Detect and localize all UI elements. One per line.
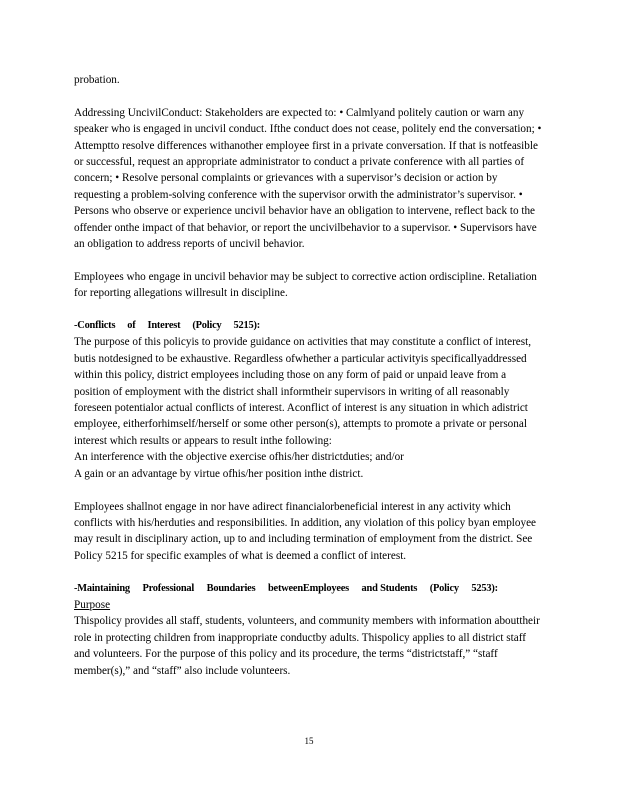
spacer <box>74 88 544 104</box>
heading-word: Boundaries <box>206 582 256 594</box>
spacer <box>74 302 544 318</box>
heading-word: Professional <box>142 582 195 594</box>
heading-word: of <box>127 320 136 332</box>
heading-word: -Maintaining <box>74 582 130 594</box>
page-body <box>74 72 544 679</box>
conflicts-heading <box>74 318 260 334</box>
heading-word: -Conflicts <box>74 320 116 332</box>
heading-word: (Policy <box>192 320 222 332</box>
conflicts-paragraph: The purpose of this policyis to provide guidance on activities that may constitute a conflict of interest, butis notdesigned to be exhaustive. Regardless ofwhether a particular activityis specificallyaddressed within this policy, district employees including those on any form of paid or unpaid leave from a position of employment with the district shall informtheir supervisors in writing of all reasonably foreseen potentialor actual conflicts of interest. Aconflict of interest is any situation in which adistrict employee, eitherforhimself/herself or some other person(s), attempts to promote a private or personal interest which results or appears to result inthe following: <box>74 336 532 447</box>
discipline-paragraph: Employees who engage in uncivil behavior may be subject to corrective action ordiscipline. Retaliation for reporting allegations willresult in discipline. <box>74 270 537 300</box>
heading-word: (Policy <box>429 582 459 594</box>
spacer <box>74 482 544 498</box>
heading-word: 5253): <box>471 582 498 594</box>
purpose-subheading: Purpose <box>74 598 111 611</box>
heading-word: Interest <box>147 320 181 332</box>
boundaries-heading <box>74 581 498 597</box>
heading-word: 5215): <box>233 320 260 332</box>
bullet-text: A gain or an advantage by virtue ofhis/her position inthe district. <box>74 467 364 480</box>
financial-interest-paragraph: Employees shallnot engage in nor have adirect financialorbeneficial interest in any activity which conflicts with his/herduties and responsibilities. In addition, any violation of this policy byan employee may result in disciplinary action, up to and including termination of employment from the district. See Policy 5215 for specific examples of what is deemed a conflict of interest. <box>74 500 537 562</box>
conflict-bullet-item <box>74 466 544 482</box>
spacer <box>74 252 544 268</box>
probation-line: probation. <box>74 74 120 86</box>
purpose-paragraph: Thispolicy provides all staff, students, volunteers, and community members with information abouttheir role in protecting children from inappropriate conductby adults. Thispolicy applies to all district staff and volunteers. For the purpose of this policy and its procedure, the terms “districtstaff,” “staff member(s),” and “staff” also include volunteers. <box>74 615 540 677</box>
bullet-text: An interference with the objective exercise ofhis/her districtduties; and/or <box>74 451 404 464</box>
page-number: 15 <box>304 736 314 746</box>
heading-word: betweenEmployees <box>267 582 350 594</box>
spacer <box>74 564 544 580</box>
heading-word: and Students <box>361 582 418 594</box>
conflict-bullet-item <box>74 449 544 465</box>
uncivil-conduct-paragraph: Addressing UncivilConduct: Stakeholders are expected to: • Calmlyand politely caution or warn any speaker who is engaged in uncivil conduct. Ifthe conduct does not cease, politely end the conversation; • Attemptto resolve differences withanother employee first in a private conversation. If that is notfeasible or successful, request an appropriate administrator to conduct a private conference with all parties of concern; • Resolve personal complaints or grievances with a supervisor’s decision or action by requesting a problem-solving conference with the supervisor orwith the administrator’s supervisor. • Persons who observe or experience uncivil behavior have an obligation to intervene, reflect back to the offender onthe impact of that behavior, or report the uncivilbehavior to a supervisor. • Supervisors have an obligation to address reports of uncivil behavior. <box>74 106 542 251</box>
